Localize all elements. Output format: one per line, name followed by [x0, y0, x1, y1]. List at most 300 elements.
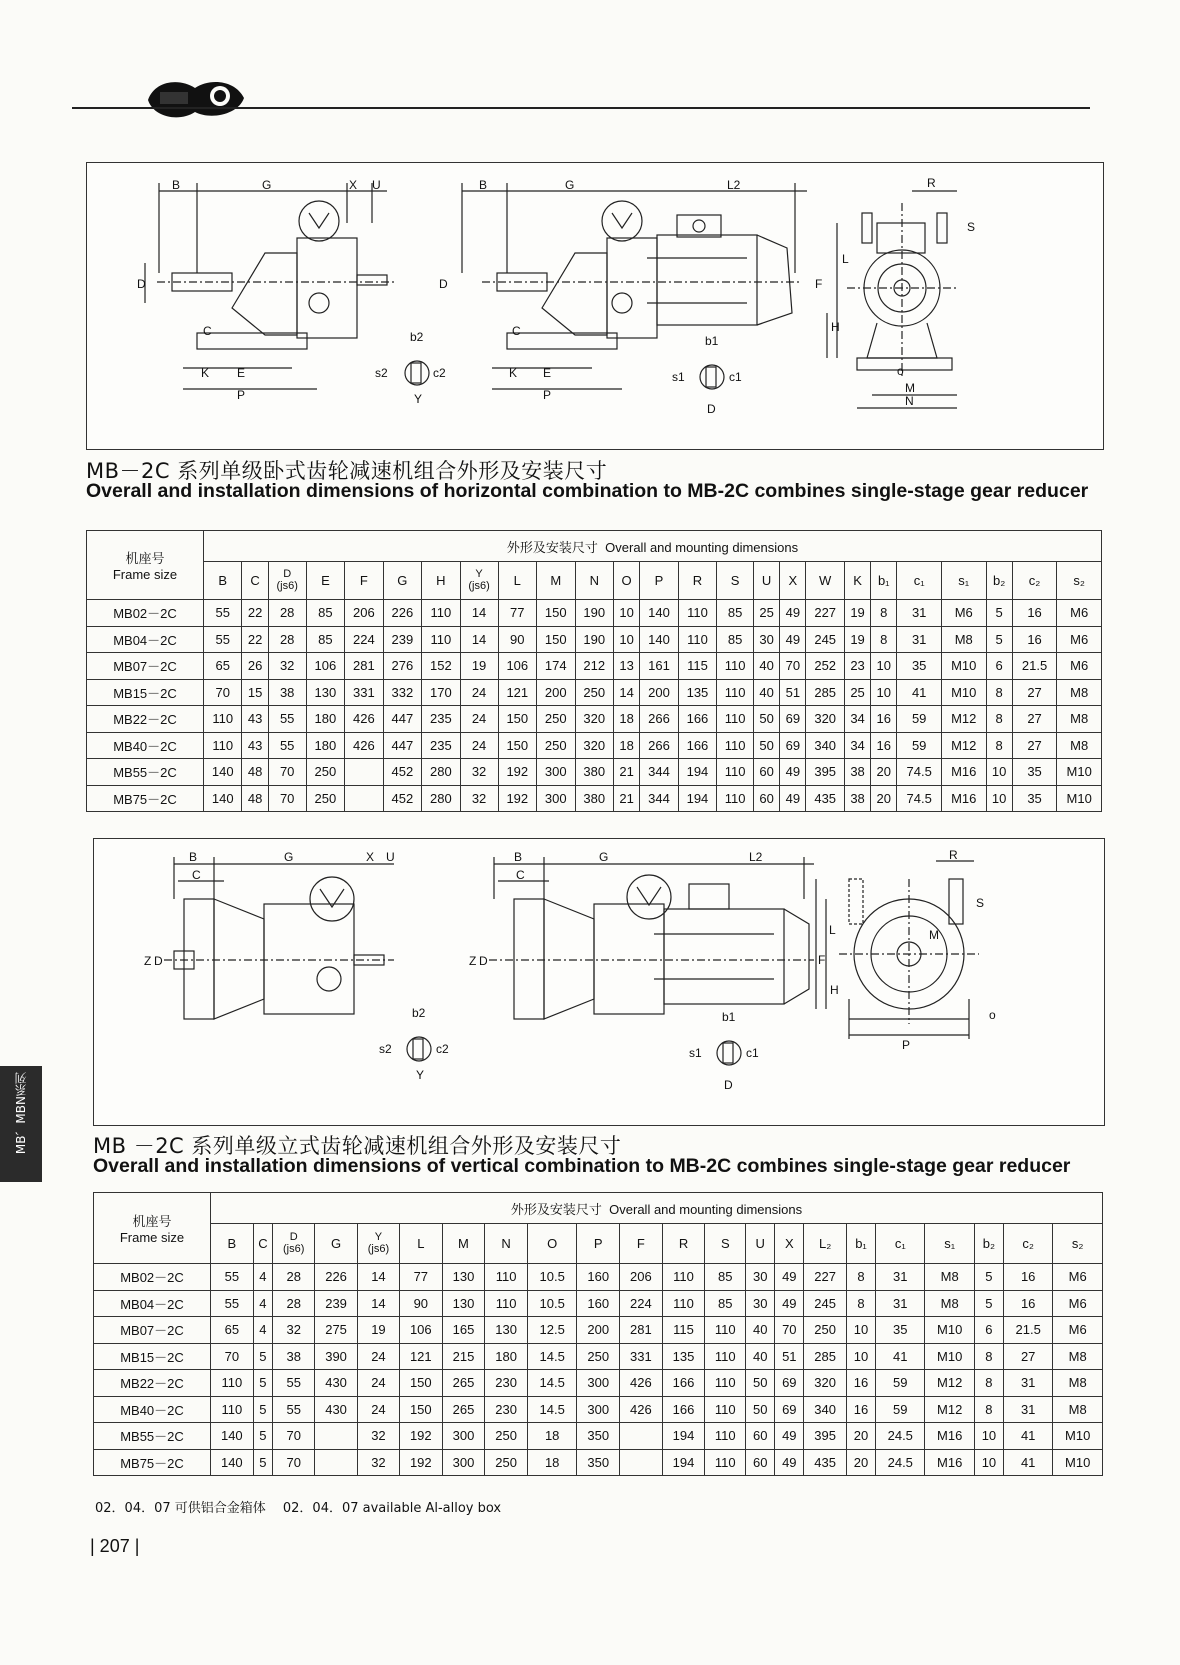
table-cell: 40	[754, 653, 780, 680]
table-cell: 24	[357, 1343, 399, 1370]
table-cell	[620, 1449, 663, 1476]
column-header: X	[775, 1224, 804, 1264]
column-header: R	[662, 1224, 705, 1264]
dim-L: L	[842, 252, 849, 266]
table-cell: 320	[806, 706, 844, 733]
dim2-D-key: D	[724, 1078, 733, 1092]
table-cell: 106	[399, 1317, 442, 1344]
table-cell: 41	[876, 1343, 925, 1370]
column-header: b₁	[846, 1224, 875, 1264]
table-cell: 130	[442, 1264, 485, 1291]
table-cell: 8	[986, 732, 1012, 759]
table-row	[94, 1343, 1103, 1370]
table-cell: 35	[897, 653, 942, 680]
table-cell: 250	[577, 1343, 620, 1370]
dim2-B-2: B	[514, 850, 523, 864]
table-cell: 40	[746, 1343, 775, 1370]
table-cell: 5	[253, 1423, 273, 1450]
table-cell: M10	[1053, 1423, 1103, 1450]
dim-Y: Y	[414, 392, 423, 406]
table-cell: 49	[775, 1449, 804, 1476]
column-header: S	[705, 1224, 746, 1264]
dim2-Z-2: Z	[469, 954, 477, 968]
table-cell: 281	[620, 1317, 663, 1344]
table-cell: 435	[806, 785, 844, 812]
table-cell: 28	[273, 1290, 315, 1317]
section1-title-en: Overall and installation dimensions of horizontal combination to MB-2C combines single-stage gear reducer	[86, 480, 1089, 502]
dim-F: F	[815, 277, 823, 291]
table-cell: M6	[1053, 1290, 1103, 1317]
table-cell: 10	[974, 1423, 1003, 1450]
dim-G: G	[262, 178, 272, 192]
table-cell: 22	[242, 600, 268, 627]
dim2-H: H	[830, 983, 839, 997]
table-cell: 140	[211, 1423, 254, 1450]
table-cell: 265	[442, 1396, 485, 1423]
table-cell: 35	[1012, 785, 1057, 812]
table-cell: 250	[575, 679, 613, 706]
table-cell: 10.5	[527, 1264, 576, 1291]
table-cell: 30	[746, 1290, 775, 1317]
table-cell: 250	[485, 1423, 528, 1450]
table-cell: 40	[746, 1317, 775, 1344]
column-header: Y (js6)	[357, 1224, 399, 1264]
table-cell: 32	[460, 759, 498, 786]
dim2-s1: s1	[689, 1046, 702, 1060]
table-cell: 194	[678, 785, 716, 812]
dim-s1: s1	[672, 370, 685, 384]
table-cell: 13	[614, 653, 640, 680]
table-row	[94, 1290, 1103, 1317]
table-cell: 10	[871, 653, 897, 680]
table-cell: 55	[204, 600, 242, 627]
table-cell: 18	[527, 1423, 576, 1450]
table-cell: 226	[383, 600, 421, 627]
dim-b2: b2	[410, 330, 424, 344]
table-cell: 395	[806, 759, 844, 786]
dim2-C-2: C	[516, 868, 525, 882]
table-cell: M8	[1053, 1343, 1103, 1370]
table-cell: 320	[575, 732, 613, 759]
table-cell: 40	[754, 679, 780, 706]
table-cell: 8	[986, 706, 1012, 733]
table-cell	[620, 1423, 663, 1450]
column-header: M	[537, 562, 575, 600]
table-cell: 24.5	[876, 1449, 925, 1476]
table-row	[94, 1317, 1103, 1344]
frame-size-cell: MB40－2C	[87, 732, 204, 759]
dim2-G-2: G	[599, 850, 609, 864]
table-cell: 34	[844, 732, 870, 759]
table-cell: 110	[211, 1396, 254, 1423]
table-cell: 227	[806, 600, 844, 627]
brand-logo	[140, 70, 250, 130]
column-header: D (js6)	[268, 562, 306, 600]
table-cell: 194	[662, 1449, 705, 1476]
column-header: G	[383, 562, 421, 600]
table-cell: 43	[242, 706, 268, 733]
table-cell: 85	[705, 1290, 746, 1317]
table-cell: 340	[806, 732, 844, 759]
table-cell: 28	[273, 1264, 315, 1291]
dim2-D: D	[154, 954, 163, 968]
side-tab-label: MB、MBN系列	[14, 1072, 28, 1155]
table-cell: 110	[705, 1396, 746, 1423]
frame-size-cell: MB02－2C	[94, 1264, 211, 1291]
column-header: b₂	[986, 562, 1012, 600]
table-cell: 350	[577, 1423, 620, 1450]
table-cell: 5	[253, 1343, 273, 1370]
table-cell: 200	[577, 1317, 620, 1344]
table-cell: 150	[537, 600, 575, 627]
table-cell: 59	[876, 1370, 925, 1397]
table-cell: 19	[357, 1317, 399, 1344]
frame-size-cell: MB22－2C	[94, 1370, 211, 1397]
table-cell: 281	[345, 653, 383, 680]
table-cell: 5	[253, 1396, 273, 1423]
column-header: U	[754, 562, 780, 600]
dim-U: U	[372, 178, 381, 192]
page-number: | 207 |	[90, 1536, 140, 1556]
dim2-X: X	[366, 850, 375, 864]
dim2-o: o	[989, 1008, 996, 1022]
table-cell: 170	[422, 679, 460, 706]
table-cell: 110	[705, 1449, 746, 1476]
table-cell: 150	[399, 1370, 442, 1397]
table-cell: 206	[620, 1264, 663, 1291]
table-cell: M6	[1057, 600, 1102, 627]
table-cell: 31	[1003, 1370, 1052, 1397]
table-cell: 110	[678, 600, 716, 627]
section2-title-cn: MB －2C 系列单级立式齿轮减速机组合外形及安装尺寸	[93, 1134, 622, 1158]
table-cell: 14.5	[527, 1396, 576, 1423]
column-header: N	[485, 1224, 528, 1264]
table-cell: 21.5	[1003, 1317, 1052, 1344]
table-cell: 250	[537, 732, 575, 759]
table-cell: 135	[662, 1343, 705, 1370]
table-cell: 10.5	[527, 1290, 576, 1317]
table-cell: 166	[662, 1370, 705, 1397]
table-cell: 48	[242, 785, 268, 812]
table-cell: 226	[315, 1264, 358, 1291]
table-cell: 30	[746, 1264, 775, 1291]
table-cell: 50	[754, 732, 780, 759]
dim-D: D	[137, 277, 146, 291]
table-cell: 150	[399, 1396, 442, 1423]
vertical-dimensions-table	[93, 1192, 1103, 1476]
dim-K-2: K	[509, 366, 518, 380]
table-cell: 8	[986, 679, 1012, 706]
table-row	[87, 706, 1102, 733]
table-cell: 250	[537, 706, 575, 733]
table-cell: 121	[399, 1343, 442, 1370]
column-header-row	[94, 1224, 1103, 1264]
table-cell: 19	[460, 653, 498, 680]
table-cell: 31	[897, 626, 942, 653]
table-cell: 250	[485, 1449, 528, 1476]
table-cell: 331	[620, 1343, 663, 1370]
table-cell: 110	[485, 1290, 528, 1317]
table-cell: 275	[315, 1317, 358, 1344]
table-cell: 300	[577, 1370, 620, 1397]
table-cell: 115	[662, 1317, 705, 1344]
table-cell: 90	[399, 1290, 442, 1317]
dim2-Z: Z	[144, 954, 152, 968]
table-cell: 300	[577, 1396, 620, 1423]
table-cell: 200	[537, 679, 575, 706]
horizontal-combination-drawing	[86, 162, 1104, 450]
table-cell: 14	[357, 1264, 399, 1291]
table-cell: 65	[204, 653, 242, 680]
table-cell: 106	[306, 653, 344, 680]
table-cell: M12	[925, 1370, 974, 1397]
column-header: K	[844, 562, 870, 600]
column-header: c₂	[1003, 1224, 1052, 1264]
table-cell: 280	[422, 785, 460, 812]
table-cell: 32	[273, 1317, 315, 1344]
table-cell: 59	[897, 706, 942, 733]
frame-size-header: 机座号 Frame size	[87, 531, 204, 600]
frame-size-cell: MB04－2C	[87, 626, 204, 653]
table-cell: 166	[678, 732, 716, 759]
table-cell: 10	[846, 1317, 875, 1344]
table-cell: 192	[399, 1423, 442, 1450]
table-cell: 41	[897, 679, 942, 706]
table-cell: 41	[1003, 1449, 1052, 1476]
table-cell: 85	[306, 600, 344, 627]
table-cell: 28	[268, 626, 306, 653]
table-cell: 49	[780, 759, 806, 786]
table-cell: 8	[871, 600, 897, 627]
table-cell: 452	[383, 759, 421, 786]
dim2-P: P	[902, 1038, 911, 1052]
table-cell: M8	[941, 626, 986, 653]
column-header: B	[211, 1224, 254, 1264]
table-cell: 121	[498, 679, 536, 706]
table-cell: M10	[925, 1343, 974, 1370]
column-header: Y (js6)	[460, 562, 498, 600]
table-cell: 160	[577, 1290, 620, 1317]
table-cell: 150	[537, 626, 575, 653]
table-cell: M12	[941, 732, 986, 759]
table-cell: 174	[537, 653, 575, 680]
frame-size-cell: MB15－2C	[94, 1343, 211, 1370]
table-cell: 24	[460, 679, 498, 706]
table-cell: 252	[806, 653, 844, 680]
frame-size-cell: MB75－2C	[94, 1449, 211, 1476]
table-cell: 85	[717, 626, 754, 653]
table-cell: 110	[717, 706, 754, 733]
table-cell: 200	[640, 679, 678, 706]
table-cell: 69	[780, 732, 806, 759]
table-cell: 110	[485, 1264, 528, 1291]
table-cell: 10	[846, 1343, 875, 1370]
table-cell: M16	[941, 759, 986, 786]
table-cell: 110	[211, 1370, 254, 1397]
table-cell: 31	[1003, 1396, 1052, 1423]
table-cell: 212	[575, 653, 613, 680]
column-header: F	[620, 1224, 663, 1264]
table-cell: 34	[844, 706, 870, 733]
table-cell: 8	[846, 1290, 875, 1317]
table-cell: 447	[383, 706, 421, 733]
table-cell: 426	[620, 1370, 663, 1397]
dim-C-2: C	[512, 324, 521, 338]
table-cell: M16	[941, 785, 986, 812]
vertical-combination-drawing	[93, 838, 1105, 1126]
table-cell: 194	[662, 1423, 705, 1450]
table-cell: 245	[804, 1290, 847, 1317]
frame-size-header: 机座号 Frame size	[94, 1193, 211, 1264]
table-cell: 192	[498, 785, 536, 812]
table-cell: 24	[460, 706, 498, 733]
table-cell: 27	[1012, 732, 1057, 759]
table-cell: 110	[717, 679, 754, 706]
table-cell: 16	[871, 706, 897, 733]
table-row	[87, 679, 1102, 706]
table-cell: M12	[941, 706, 986, 733]
table-row	[87, 626, 1102, 653]
table-cell: 16	[1012, 600, 1057, 627]
table-cell: 5	[986, 600, 1012, 627]
table-cell: 426	[620, 1396, 663, 1423]
table-cell: 24.5	[876, 1423, 925, 1450]
dim-R: R	[927, 176, 936, 190]
table-cell: 140	[204, 759, 242, 786]
table-cell: 14	[357, 1290, 399, 1317]
table-cell: 10	[986, 759, 1012, 786]
dim-E: E	[237, 366, 246, 380]
table-cell: 31	[876, 1290, 925, 1317]
table-cell: 69	[775, 1396, 804, 1423]
table-cell: 266	[640, 732, 678, 759]
table-cell: 22	[242, 626, 268, 653]
table-cell: 135	[678, 679, 716, 706]
dim-c2: c2	[433, 366, 446, 380]
column-header: b₁	[871, 562, 897, 600]
dim2-c1: c1	[746, 1046, 759, 1060]
table-cell: 4	[253, 1290, 273, 1317]
table-cell: 280	[422, 759, 460, 786]
table-cell: 152	[422, 653, 460, 680]
table-cell: 150	[498, 706, 536, 733]
table-cell: M10	[941, 679, 986, 706]
table-cell: 49	[780, 626, 806, 653]
table-cell: 5	[974, 1264, 1003, 1291]
dim2-U: U	[386, 850, 395, 864]
table-cell: M16	[925, 1449, 974, 1476]
table-cell: 110	[662, 1264, 705, 1291]
frame-size-cell: MB04－2C	[94, 1290, 211, 1317]
table-cell: 180	[306, 706, 344, 733]
table-cell: 21.5	[1012, 653, 1057, 680]
table-row	[94, 1449, 1103, 1476]
table-cell: 285	[806, 679, 844, 706]
table-cell: 8	[974, 1370, 1003, 1397]
table-cell: 166	[662, 1396, 705, 1423]
table-cell: 70	[780, 653, 806, 680]
table-cell: 10	[974, 1449, 1003, 1476]
dim-M: M	[905, 381, 915, 395]
table-cell: M10	[1053, 1449, 1103, 1476]
table-cell: 16	[1003, 1290, 1052, 1317]
table-cell: 140	[640, 600, 678, 627]
column-header: s₂	[1053, 1224, 1103, 1264]
table-cell: 70	[211, 1343, 254, 1370]
table-cell: 70	[268, 759, 306, 786]
dim2-B: B	[189, 850, 198, 864]
table-cell: 51	[780, 679, 806, 706]
table-cell: 20	[846, 1423, 875, 1450]
table-cell: 32	[268, 653, 306, 680]
table-cell: 77	[498, 600, 536, 627]
table-cell: 160	[577, 1264, 620, 1291]
table-cell: 26	[242, 653, 268, 680]
frame-size-cell: MB02－2C	[87, 600, 204, 627]
table-cell: 452	[383, 785, 421, 812]
table-cell: 60	[746, 1423, 775, 1450]
table-cell: 38	[844, 759, 870, 786]
column-header: M	[442, 1224, 485, 1264]
table-cell: 21	[614, 759, 640, 786]
table-cell: 426	[345, 706, 383, 733]
table-cell: 70	[204, 679, 242, 706]
table-row	[87, 653, 1102, 680]
table-cell: 344	[640, 759, 678, 786]
table-cell: 180	[485, 1343, 528, 1370]
table-cell: M10	[1057, 759, 1102, 786]
table-cell: 14.5	[527, 1343, 576, 1370]
table-cell: M8	[1053, 1370, 1103, 1397]
column-header: s₁	[941, 562, 986, 600]
table-cell: 447	[383, 732, 421, 759]
table-cell	[315, 1449, 358, 1476]
table-cell: 16	[871, 732, 897, 759]
table-row	[87, 785, 1102, 812]
column-header-row	[87, 562, 1102, 600]
table-cell: 300	[442, 1423, 485, 1450]
table-cell: 5	[974, 1290, 1003, 1317]
column-header: N	[575, 562, 613, 600]
table-cell: 266	[640, 706, 678, 733]
table-cell: 166	[678, 706, 716, 733]
table-cell	[345, 785, 383, 812]
table-cell: 426	[345, 732, 383, 759]
table-cell: 41	[1003, 1423, 1052, 1450]
table-cell: 69	[780, 706, 806, 733]
table-cell: 190	[575, 626, 613, 653]
dim-K: K	[201, 366, 210, 380]
column-header: b₂	[974, 1224, 1003, 1264]
table-cell: 110	[717, 785, 754, 812]
table-cell: 15	[242, 679, 268, 706]
column-header: s₂	[1057, 562, 1102, 600]
table-cell: 60	[746, 1449, 775, 1476]
dim-c1: c1	[729, 370, 742, 384]
table-cell: 250	[306, 785, 344, 812]
dim-b1: b1	[705, 334, 719, 348]
table-cell: 224	[345, 626, 383, 653]
table-cell: 110	[705, 1370, 746, 1397]
table-cell: 27	[1012, 706, 1057, 733]
table-cell: 130	[485, 1317, 528, 1344]
table-cell: 31	[897, 600, 942, 627]
table-cell: 115	[678, 653, 716, 680]
dim-D-key: D	[707, 402, 716, 416]
table-cell: 215	[442, 1343, 485, 1370]
dim-B: B	[172, 178, 181, 192]
table-cell: 51	[775, 1343, 804, 1370]
